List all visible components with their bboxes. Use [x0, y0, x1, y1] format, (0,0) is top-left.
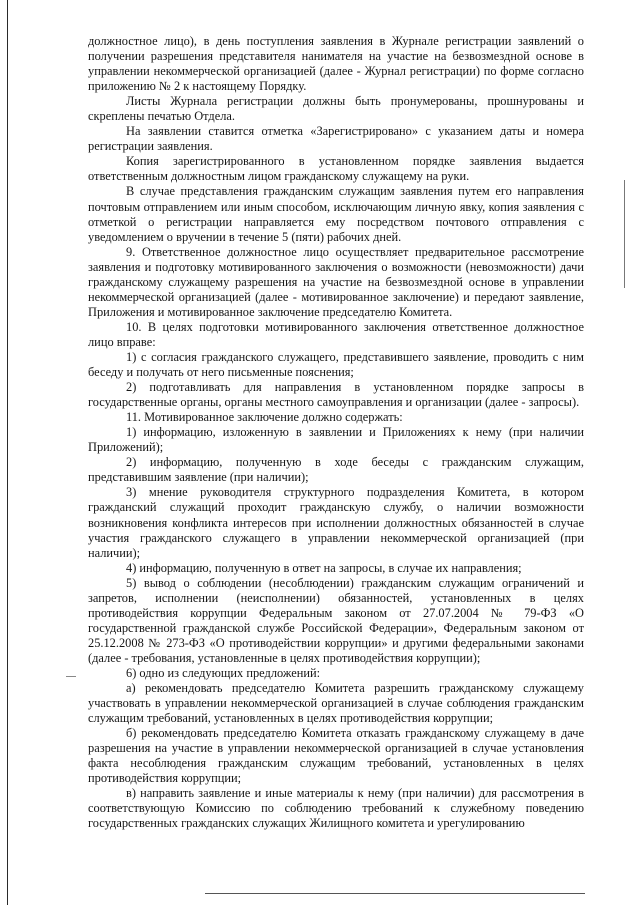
paragraph-clause-10-item-2: 2) подготавливать для направления в установленном порядке запросы в государственные органы, органы местного самоуправления и организации (далее - запросы).: [88, 380, 584, 410]
scan-margin-mark: [624, 180, 625, 288]
paragraph-clause-10: 10. В целях подготовки мотивированного заключения ответственное должностное лицо вправе:: [88, 319, 584, 349]
scan-bottom-line: [205, 893, 585, 894]
paragraph-registration-mark: На заявлении ставится отметка «Зарегистрировано» с указанием даты и номера регистрации заявления.: [88, 124, 584, 154]
paragraph-clause-11-item-3: 3) мнение руководителя структурного подразделения Комитета, в котором гражданский служащий проходит гражданскую службу, о наличии возможности возникновения конфликта интересов при исполнении должностных обязанностей в случае участия гражданского служащего в управлении некоммерческой организацией (при наличии);: [88, 485, 584, 560]
paragraph-subitem-b: б) рекомендовать председателю Комитета отказать гражданскому служащему в даче разрешения на участие в управлении некоммерческой организацией в случае установления факта несоблюдения гражданским служащим требований, установленных в целях противодействия коррупции;: [88, 726, 584, 786]
paragraph-clause-11-item-5: 5) вывод о соблюдении (несоблюдении) гражданским служащим ограничений и запретов, исполнении (неисполнении) обязанностей, установленных в целях противодействия коррупции Федеральным законом от 27.07.2004 № 79-ФЗ «О государственной гражданской службе Российской Федерации», Федеральным законом от 25.12.2008 № 273-ФЗ «О противодействии коррупции» и другими федеральными законами (далее - требования, установленные в целях противодействия коррупции);: [88, 575, 584, 665]
paragraph-copy-issued: Копия зарегистрированного в установленном порядке заявления выдается ответственным должностным лицом гражданскому служащему на руки.: [88, 154, 584, 184]
paragraph-clause-11-item-4: 4) информацию, полученную в ответ на запросы, в случае их направления;: [126, 560, 522, 575]
paragraph-continued: должностное лицо), в день поступления заявления в Журнале регистрации заявлений о получении разрешения представителя нанимателя на участие на безвозмездной основе в управлении некоммерческой организацией (далее - Журнал регистрации) по форме согласно приложению № 2 к настоящему Порядку.: [88, 34, 584, 94]
scan-artifact: [66, 676, 76, 681]
document-body: [88, 34, 584, 831]
paragraph-journal-sheets: Листы Журнала регистрации должны быть пронумерованы, прошнурованы и скреплены печатью Отдела.: [88, 94, 584, 124]
paragraph-clause-9: 9. Ответственное должностное лицо осуществляет предварительное рассмотрение заявления и подготовку мотивированного заключения о возможности (невозможности) дачи гражданскому служащему разрешения на участие на безвозмездной основе в управлении некоммерческой организацией (далее - мотивированное заключение) и передают заявление, Приложения и мотивированное заключение председателю Комитета.: [88, 244, 584, 319]
paragraph-clause-10-item-1: 1) с согласия гражданского служащего, представившего заявление, проводить с ним беседу и получать от него письменные пояснения;: [88, 349, 584, 380]
paragraph-postal-submission: В случае представления гражданским служащим заявления путем его направления почтовым отправлением или иным способом, исключающим личную явку, копия заявления с отметкой о регистрации направляется ему посредством почтового отправления с уведомлением о вручении в течение 5 (пяти) рабочих дней.: [88, 184, 584, 244]
paragraph-subitem-v: в) направить заявление и иные материалы к нему (при наличии) для рассмотрения в соответствующую Комиссию по соблюдению требований к служебному поведению государственных гражданских служащих Жилищного комитета и урегулированию: [88, 786, 584, 831]
paragraph-clause-11-item-1: 1) информацию, изложенную в заявлении и Приложениях к нему (при наличии Приложений);: [88, 425, 584, 455]
paragraph-clause-11-item-6: 6) одно из следующих предложений:: [126, 665, 321, 680]
paragraph-clause-11-item-2: 2) информацию, полученную в ходе беседы с гражданским служащим, представившим заявление (при наличии);: [88, 455, 584, 485]
paragraph-subitem-a: а) рекомендовать председателю Комитета разрешить гражданскому служащему участвовать в управлении некоммерческой организацией в случае соблюдения гражданским служащим требований, установленных в целях противодействия коррупции;: [88, 681, 584, 726]
scan-edge-line: [7, 0, 8, 905]
paragraph-clause-11: 11. Мотивированное заключение должно содержать:: [126, 410, 403, 425]
